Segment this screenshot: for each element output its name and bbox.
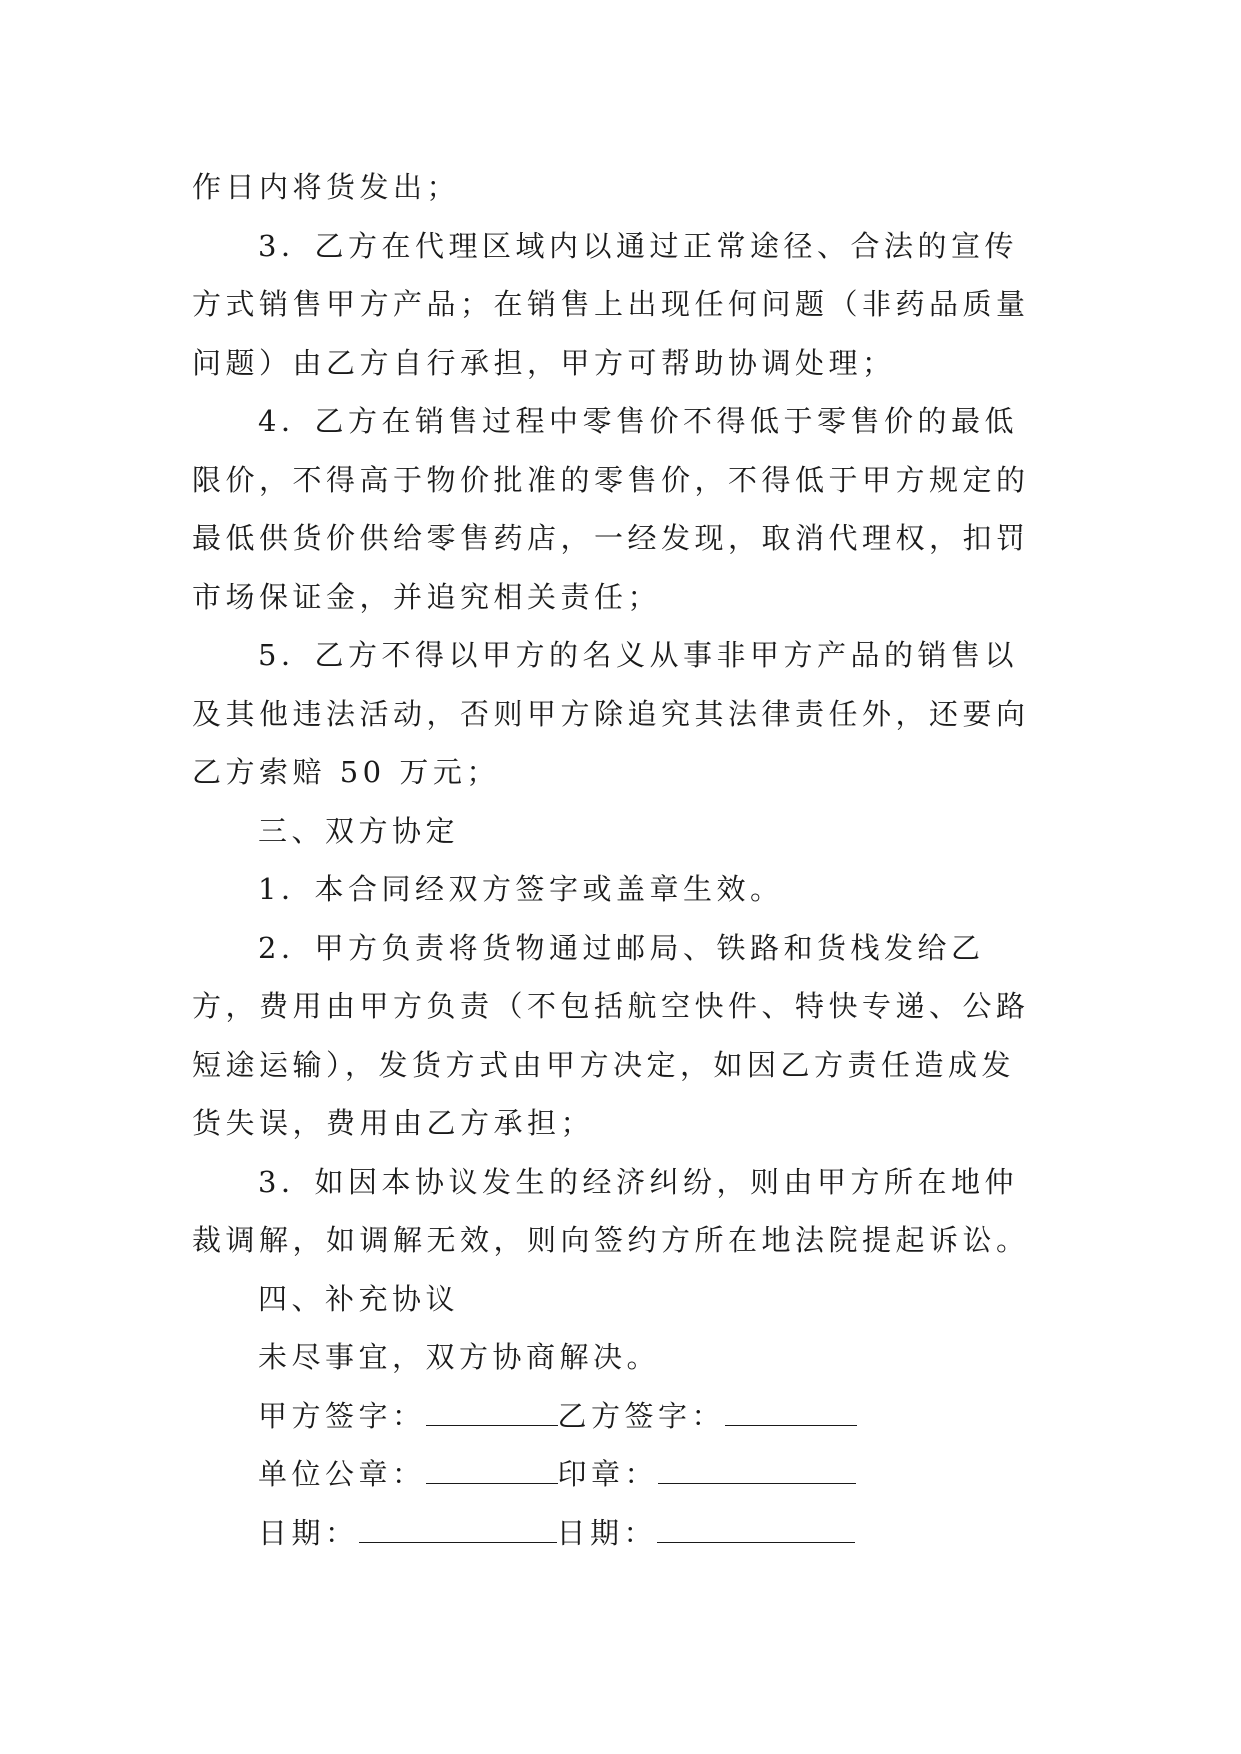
date-row [192,1504,1044,1563]
unit-seal-blank[interactable] [426,1457,558,1484]
paragraph-continuation: 作日内将货发出； [192,170,461,204]
signature-row [192,1387,1044,1446]
paragraph-agreement-3: 3．如因本协议发生的经济纠纷，则由甲方所在地仲裁调解，如调解无效，则向签约方所在地法院提起诉讼。 [192,1164,1030,1257]
date-a-blank[interactable] [359,1515,557,1542]
paragraph-agreement-2: 2．甲方负责将货物通过邮局、铁路和货栈发给乙方，费用由甲方负责（不包括航空快件、特快专递、公路短途运输），发货方式由甲方决定，如因乙方责任造成发货失误，费用由乙方承担； [192,930,1030,1140]
contract-body [192,158,1044,1562]
seal-blank[interactable] [658,1457,856,1484]
party-b-sign-blank[interactable] [725,1398,857,1425]
party-a-sign-blank[interactable] [426,1398,558,1425]
section-heading-mutual-agreement: 三、双方协定 [258,813,460,848]
paragraph-clause-3: 3．乙方在代理区域内以通过正常途径、合法的宣传方式销售甲方产品；在销售上出现任何问题（非药品质量问题）由乙方自行承担，甲方可帮助协调处理； [192,228,1030,380]
date-b-blank[interactable] [657,1515,855,1542]
paragraph-supplementary: 未尽事宜，双方协商解决。 [258,1340,661,1374]
party-b-sign-label: 乙方签字： [557,1398,726,1433]
section-heading-supplementary: 四、补充协议 [258,1281,460,1316]
seal-row [192,1445,1044,1504]
paragraph-clause-5: 5．乙方不得以甲方的名义从事非甲方产品的销售以及其他违法活动，否则甲方除追究其法律责任外，还要向乙方索赔 50 万元； [192,638,1030,789]
party-a-sign-label: 甲方签字： [258,1398,426,1433]
unit-seal-label: 单位公章： [258,1457,426,1491]
paragraph-clause-4: 4．乙方在销售过程中零售价不得低于零售价的最低限价，不得高于物价批准的零售价，不得低于甲方规定的最低供货价供给零售药店，一经发现，取消代理权，扣罚市场保证金，并追究相关责任； [192,404,1030,614]
date-b-label: 日期： [556,1515,658,1550]
date-a-label: 日期： [258,1515,359,1550]
seal-label: 印章： [557,1457,659,1491]
paragraph-agreement-1: 1．本合同经双方签字或盖章生效。 [258,872,784,906]
